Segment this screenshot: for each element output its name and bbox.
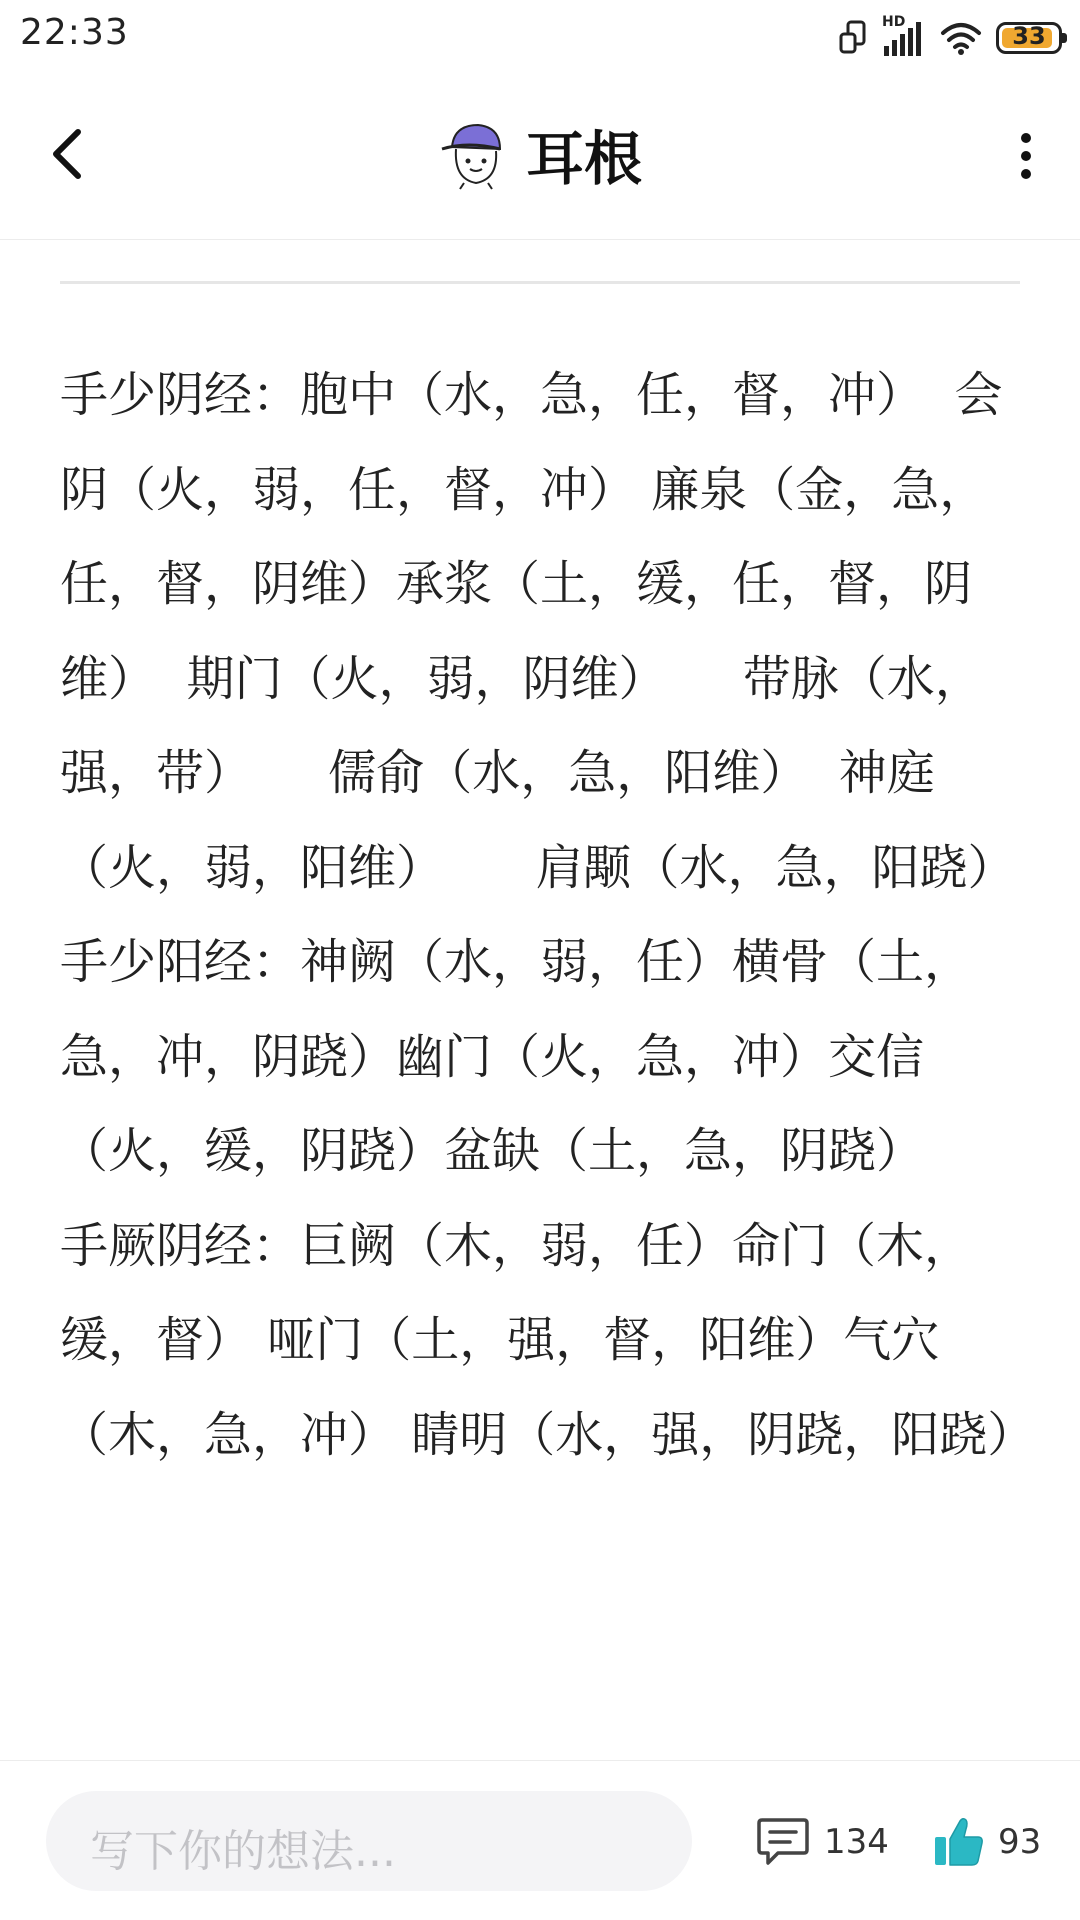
article-body xyxy=(60,348,1036,1482)
comment-button[interactable] xyxy=(756,1797,889,1887)
content-divider xyxy=(60,281,1020,284)
comment-count: 134 xyxy=(824,1822,889,1862)
status-time: 22:33 xyxy=(20,12,129,53)
battery-icon xyxy=(996,22,1062,54)
more-options-icon[interactable] xyxy=(1006,126,1046,186)
signal-icon xyxy=(882,14,926,58)
article-paragraph: 手厥阴经：巨阙（木，弱，任）命门（木，缓，督） 哑门（土，强，督，阳维）气穴（木，急，冲） 睛明（水，强，阴跷，阳跷） xyxy=(60,1217,1036,1463)
avatar[interactable] xyxy=(438,117,512,191)
network-type-label: HD xyxy=(882,14,906,30)
page-title: 耳根 xyxy=(525,125,642,193)
wifi-icon xyxy=(940,21,982,55)
screen-rotate-icon xyxy=(838,20,868,56)
battery-level: 33 xyxy=(1012,22,1046,50)
nav-bar xyxy=(0,76,1080,240)
article-paragraph: 手少阳经：神阙（水，弱，任）横骨（土，急，冲，阴跷）幽门（火，急，冲）交信（火，缓，阴跷）盆缺（土，急，阴跷） xyxy=(60,934,973,1179)
status-icons xyxy=(838,14,1062,62)
bottom-bar xyxy=(0,1760,1080,1920)
comment-input[interactable] xyxy=(46,1791,692,1891)
nav-title-group[interactable] xyxy=(0,112,1080,196)
status-bar xyxy=(0,0,1080,76)
comment-icon xyxy=(756,1816,810,1868)
like-count: 93 xyxy=(998,1822,1042,1862)
article-paragraph: 手少阴经：胞中（水，急，任，督，冲） 会阴（火，弱，任，督，冲） 廉泉（金，急，任，督，阴维）承浆（土，缓，任，督，阴维） 期门（火，弱，阴维） 带脉（水，强，带） 儒俞（水，急，阳维） 神庭（火，弱，阳维） 肩颙（水，急，阳跷） xyxy=(60,367,1016,896)
thumbs-up-icon xyxy=(932,1815,986,1869)
like-button[interactable] xyxy=(932,1797,1041,1887)
comment-placeholder: 写下你的想法... xyxy=(90,1826,396,1877)
